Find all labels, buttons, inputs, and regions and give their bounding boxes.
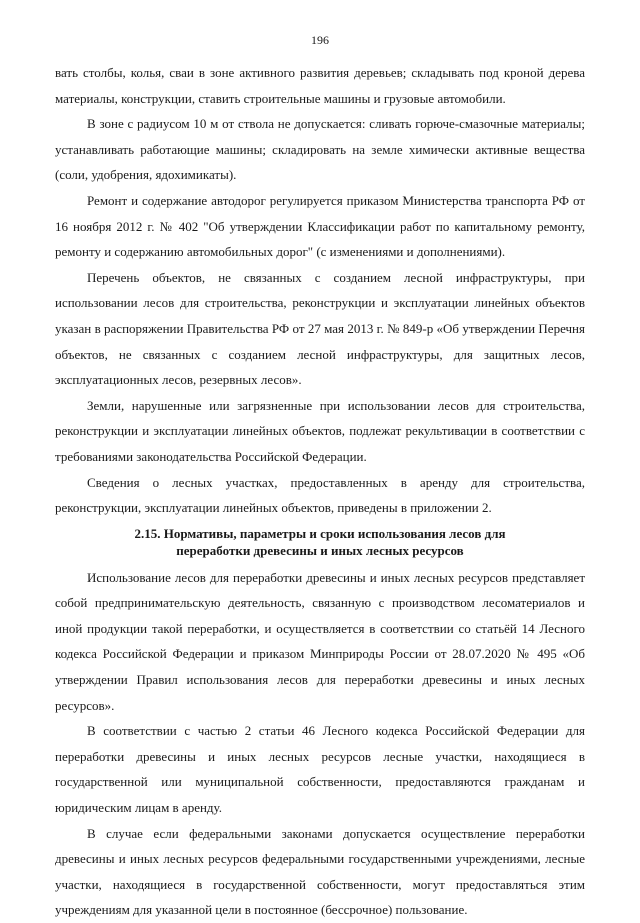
section-heading-line-2: переработки древесины и иных лесных ресурсов — [176, 542, 464, 558]
paragraph: Использование лесов для переработки древесины и иных лесных ресурсов представляет собой предпринимательскую деятельность, связанную с производством лесоматериалов и иной продукции такой переработки, и осуществляется в соответствии со статьёй 14 Лесного кодекса Российской Федерации и приказом Минприроды России от 28.07.2020 № 495 «Об утверждении Правил использования лесов для переработки древесины и иных лесных ресурсов». — [55, 569, 585, 713]
paragraph: вать столбы, колья, сваи в зоне активного развития деревьев; складывать под кроной дерева материалы, конструкции, ставить строительные машины и грузовые автомобили. — [55, 65, 585, 106]
section-heading — [55, 525, 585, 559]
section-heading-line-1: 2.15. Нормативы, параметры и сроки использования лесов для — [134, 525, 506, 541]
document-body — [55, 60, 585, 923]
paragraph: В зоне с радиусом 10 м от ствола не допускается: сливать горюче-смазочные материалы; устанавливать работающие машины; складировать на земле химически активные вещества (соли, удобрения, ядохимикаты). — [55, 116, 585, 183]
paragraph: Ремонт и содержание автодорог регулируется приказом Министерства транспорта РФ от 16 ноября 2012 г. № 402 "Об утверждении Классификации работ по капитальному ремонту, ремонту и содержанию автомобильных дорог" (с изменениями и дополнениями). — [55, 192, 585, 260]
paragraph: В случае если федеральными законами допускается осуществление переработки древесины и иных лесных ресурсов федеральными государственными учреждениями, лесные участки, находящиеся в государственной собственности, могут предоставляться этим учреждениям для указанной цели в постоянное (бессрочное) пользование. — [55, 825, 585, 918]
page-number: 196 — [311, 33, 329, 47]
paragraph: В соответствии с частью 2 статьи 46 Лесного кодекса Российской Федерации для переработки древесины и иных лесных ресурсов лесные участки, находящиеся в государственной или муниципальной собственности, предоставляются гражданам и юридическим лицам в аренду. — [55, 723, 585, 816]
paragraph: Земли, нарушенные или загрязненные при использовании лесов для строительства, реконструкции и эксплуатации линейных объектов, подлежат рекультивации в соответствии с требованиями законодательства Российской Федерации. — [55, 397, 585, 464]
paragraph: Сведения о лесных участках, предоставленных в аренду для строительства, реконструкции, эксплуатации линейных объектов, приведены в приложении 2. — [55, 474, 585, 516]
paragraph: Перечень объектов, не связанных с созданием лесной инфраструктуры, при использовании лесов для строительства, реконструкции и эксплуатации линейных объектов указан в распоряжении Правительства РФ от 27 мая 2013 г. № 849-р «Об утверждении Перечня объектов, не связанных с созданием лесной инфраструктуры, для защитных лесов, эксплуатационных лесов, резервных лесов». — [55, 269, 585, 388]
